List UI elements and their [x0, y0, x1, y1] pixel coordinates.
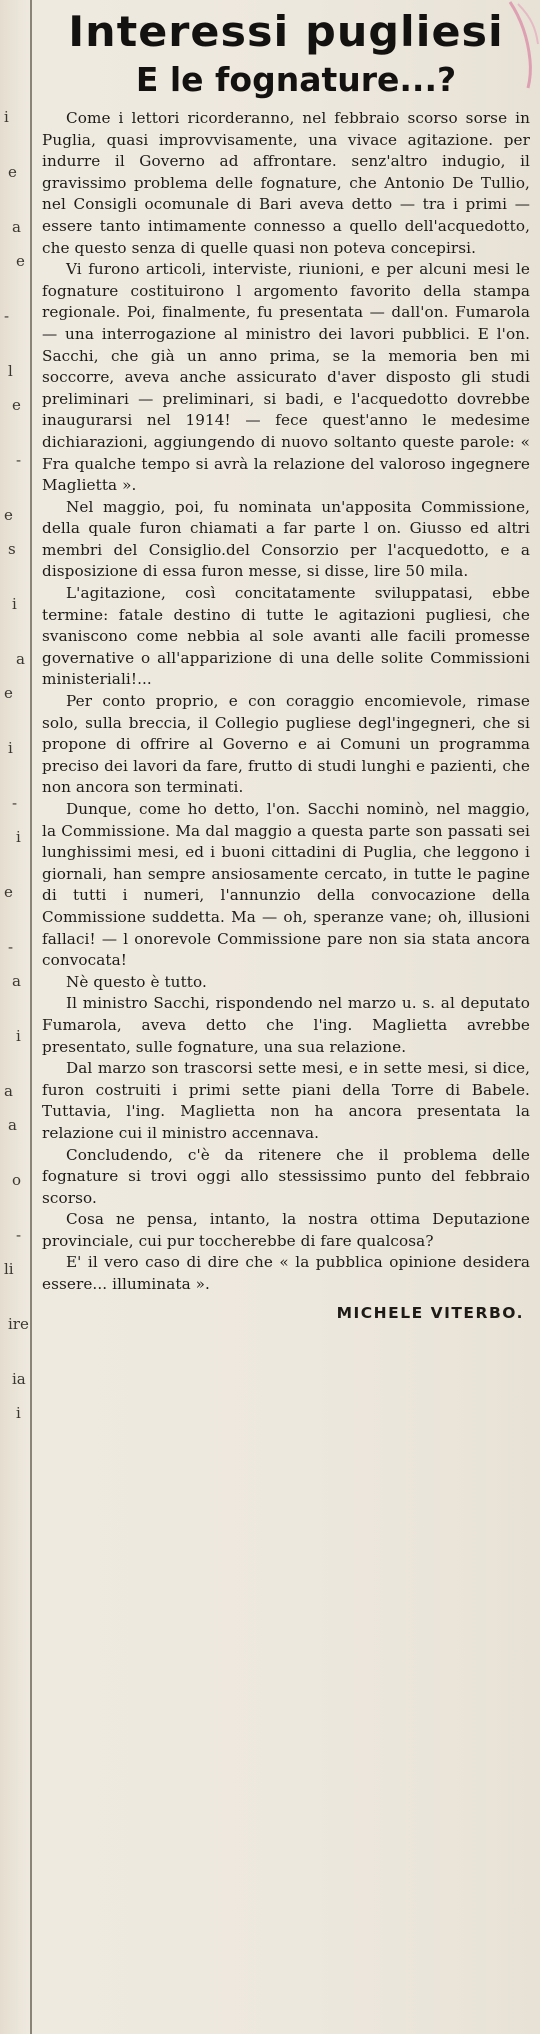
headline: Interessi pugliesi — [68, 7, 504, 56]
adjacent-column-letter: i — [12, 595, 17, 613]
paragraph-3: Nel maggio, poi, fu nominata un'apposita Commissione, della quale furon chiamati a far parte l on. Giusso ed altri membri del Consiglio.del Consorzio per l'acquedotto, e a disposizione di essa furon messe, si disse, lire 50 mila. — [42, 497, 530, 581]
subheadline: E le fognature...? — [135, 60, 457, 99]
paragraph-7: Nè questo è tutto. — [66, 972, 207, 991]
adjacent-column-letter: ia — [12, 1370, 26, 1388]
adjacent-column-letter: a — [12, 972, 21, 990]
column-rule — [30, 0, 32, 2034]
adjacent-column-letter: - — [12, 794, 18, 812]
adjacent-column-letter: a — [8, 1116, 17, 1134]
paragraph-12: E' il vero caso di dire che « la pubblica opinione desidera essere... illuminata ». — [42, 1253, 530, 1294]
paragraph-11: Cosa ne pensa, intanto, la nostra ottima Deputazione provinciale, cui pur toccherebbe di fare qualcosa? — [42, 1210, 530, 1250]
adjacent-column-letter: i — [8, 739, 13, 757]
adjacent-column-fragment — [0, 0, 30, 2034]
paragraph-10: Concludendo, c'è da ritenere che il problema delle fognature si trovi oggi allo stessissimo punto del febbraio scorso. — [42, 1145, 530, 1207]
paragraph-2: Vi furono articoli, interviste, riunioni, e per alcuni mesi le fognature costituirono l argomento favorito della stampa regionale. Poi, finalmente, fu presentata — dall'on. Fumarola — una interrogazione al ministro dei lavori pubblici. E l'on. Sacchi, che già un anno prima, se la memoria ben mi soccorre, aveva anche assicurato d'aver disposto gli studi preliminari — preliminari, si badi, e l'acquedotto dovrebbe inaugurarsi nel 1914! — fece quest'anno le medesime dichiarazioni, aggiungendo di nuovo soltanto queste parole: « Fra qualche tempo si avrà la relazione del valoroso ingegnere Maglietta ». — [42, 260, 530, 495]
adjacent-column-letter: e — [8, 163, 17, 181]
adjacent-column-letter: - — [16, 1226, 22, 1244]
paragraph-8: Il ministro Sacchi, rispondendo nel marzo u. s. al deputato Fumarola, aveva detto che l'ing. Maglietta avrebbe presentato, sulle fognature, una sua relazione. — [42, 994, 530, 1056]
adjacent-column-letter: e — [4, 506, 13, 524]
adjacent-column-letter: - — [4, 307, 10, 325]
adjacent-column-letter: - — [16, 451, 22, 469]
adjacent-column-letter: a — [12, 218, 21, 236]
adjacent-column-letter: l — [8, 362, 13, 380]
adjacent-column-letter: e — [4, 684, 13, 702]
adjacent-column-letter: o — [12, 1171, 22, 1189]
adjacent-column-letter: a — [16, 650, 25, 668]
adjacent-column-letter: ire — [8, 1315, 29, 1333]
author-signature: MICHELE VITERBO. — [336, 1303, 524, 1322]
adjacent-column-letter: i — [16, 828, 21, 846]
adjacent-column-letter: i — [16, 1404, 21, 1422]
adjacent-column-letter: i — [4, 108, 9, 126]
article — [42, 6, 530, 1322]
paragraph-6: Dunque, come ho detto, l'on. Sacchi nominò, nel maggio, la Commissione. Ma dal maggio a questa parte son passati sei lunghissimi mesi, ed i buoni cittadini di Puglia, che leggono i giornali, han sempre ansiosamente cercato, in tutte le pagine di tutti i numeri, l'annunzio della convocazione della Commissione suddetta. Ma — oh, speranze vane; oh, illusioni fallaci! — l onorevole Commissione pare non sia stata ancora convocata! — [42, 800, 530, 970]
adjacent-column-letter: a — [4, 1082, 13, 1100]
adjacent-column-letter: s — [8, 540, 16, 558]
adjacent-column-letter: i — [16, 1027, 21, 1045]
adjacent-column-letter: li — [4, 1260, 14, 1278]
paragraph-9: Dal marzo son trascorsi sette mesi, e in sette mesi, si dice, furon costruiti i primi sette piani della Torre di Babele. Tuttavia, l'ing. Maglietta non ha ancora presentata la relazione cui il ministro accennava. — [42, 1059, 530, 1142]
paragraph-1: Come i lettori ricorderanno, nel febbraio scorso sorse in Puglia, quasi improvvisamente, una vivace agitazione. per indurre il Governo ad affrontare. senz'altro indugio, il gravissimo problema delle fognature, che Antonio De Tullio, nel Consigli ocomunale di Bari aveva detto — tra i primi — essere tanto intimamente connesso a quello dell'acquedotto, che questo senza di quelle quasi non poteva concepirsi. — [42, 109, 530, 257]
paragraph-4: L'agitazione, così concitatamente sviluppatasi, ebbe termine: fatale destino di tutte le agitazioni pugliesi, che svaniscono come nebbia al sole avanti alle facili promesse governative o all'apparizione di una delle solite Commissioni ministeriali!... — [42, 584, 530, 689]
paragraph-5: Per conto proprio, e con coraggio encomievole, rimase solo, sulla breccia, il Collegio pugliese degl'ingegneri, che si propone di offrire al Governo e ai Comuni un programma preciso dei lavori da fare, frutto di studi lunghi e pazienti, che non ancora son terminati. — [42, 692, 530, 797]
adjacent-column-letter: e — [12, 396, 21, 414]
adjacent-column-letter: e — [4, 883, 13, 901]
adjacent-column-letter: e — [16, 252, 25, 270]
adjacent-column-letter: - — [8, 938, 14, 956]
